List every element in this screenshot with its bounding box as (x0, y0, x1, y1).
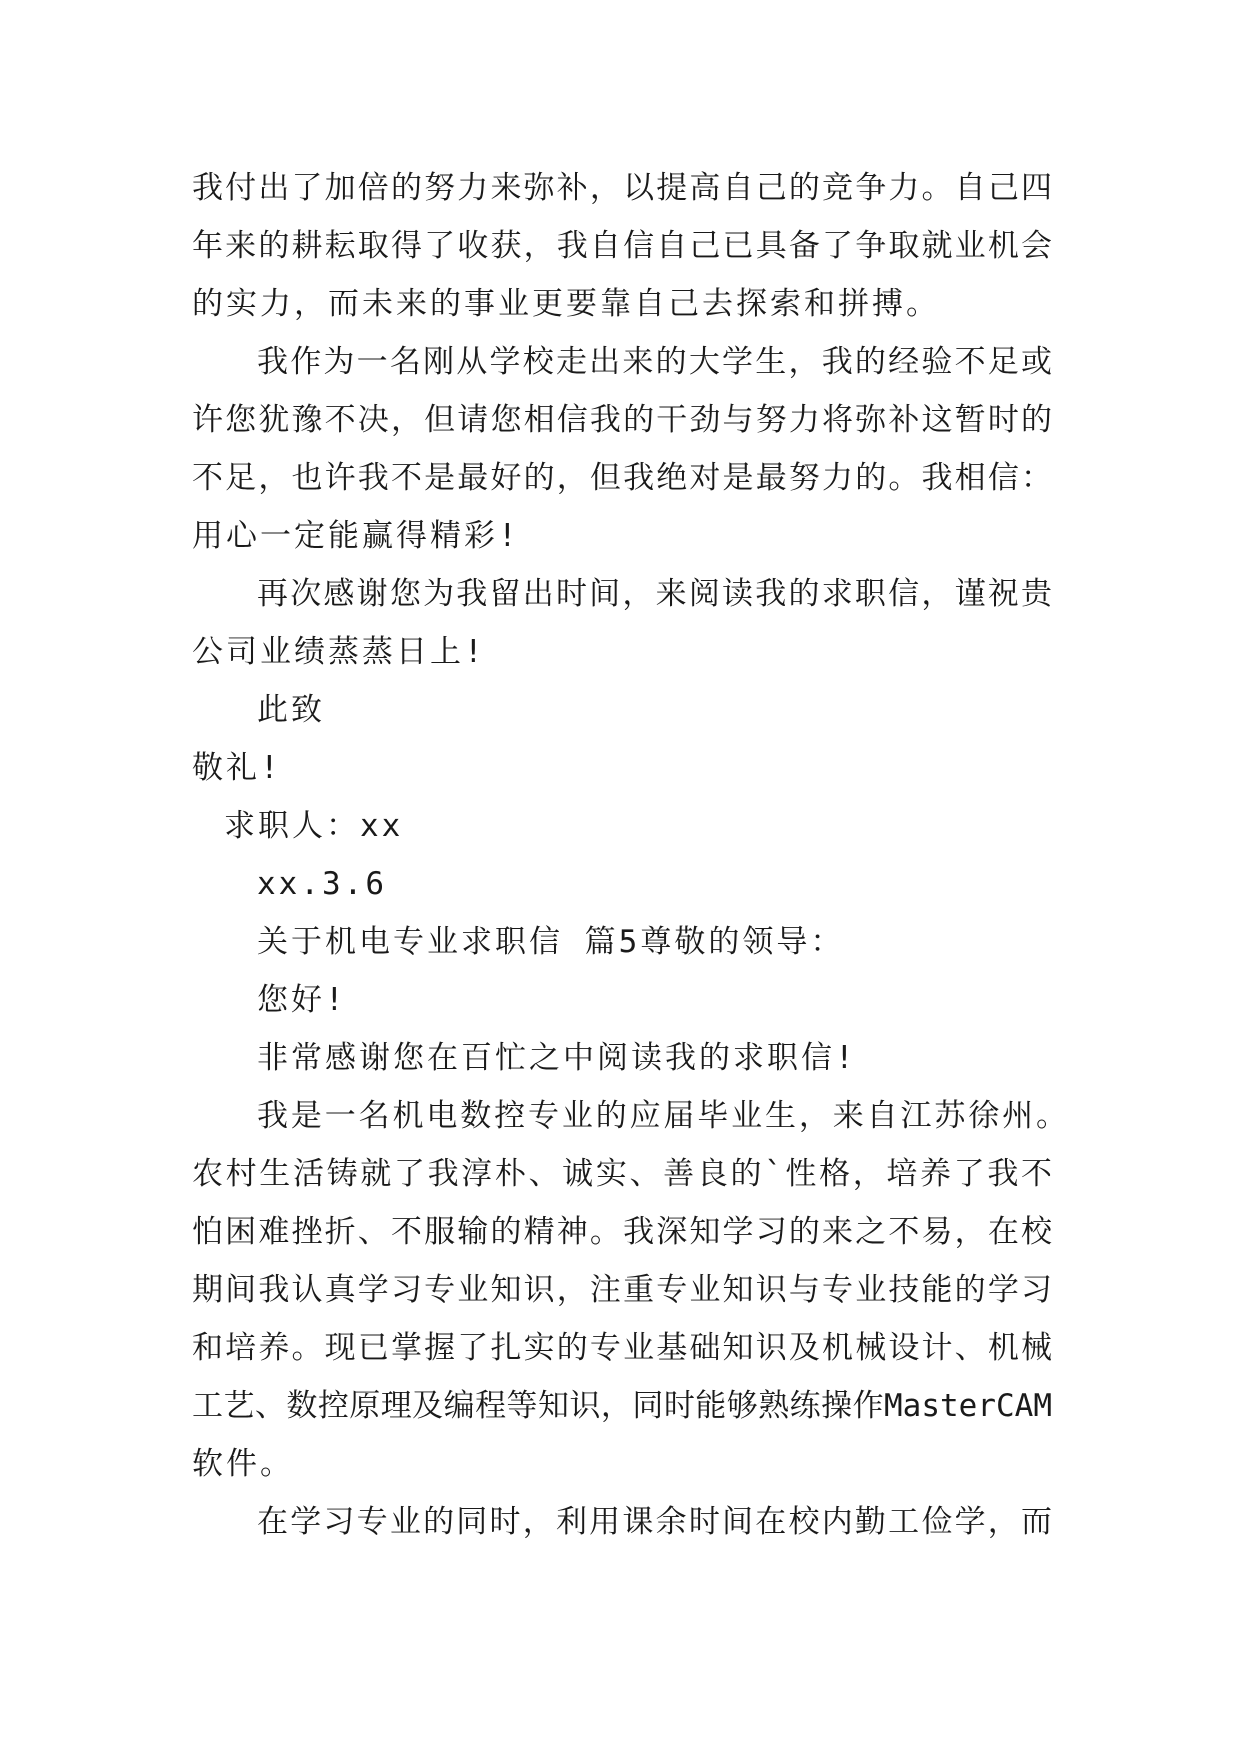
salutation-line: 此致 (257, 692, 325, 728)
signature-line: 求职人：xx (224, 808, 404, 844)
text-line: 我作为一名刚从学校走出来的大学生，我的经验不足或 (257, 344, 1052, 380)
text-line: 我是一名机电数控专业的应届毕业生，来自江苏徐州。 (257, 1098, 1067, 1134)
salutation-line: 敬礼! (192, 750, 282, 786)
text-line: 怕困难挫折、不服输的精神。我深知学习的来之不易，在校 (192, 1214, 1052, 1250)
text-line: 在学习专业的同时，利用课余时间在校内勤工俭学，而 (257, 1504, 1052, 1540)
text-line: 的实力，而未来的事业更要靠自己去探索和拼搏。 (192, 286, 940, 322)
text-line: 年来的耕耘取得了收获，我自信自己已具备了争取就业机会 (192, 228, 1052, 264)
text-line: 再次感谢您为我留出时间，来阅读我的求职信，谨祝贵 (257, 576, 1052, 612)
text-line: 公司业绩蒸蒸日上! (192, 634, 486, 670)
text-line: 不足，也许我不是最好的，但我绝对是最努力的。我相信： (192, 460, 1052, 496)
section-heading: 关于机电专业求职信 篇5尊敬的领导： (257, 924, 845, 960)
text-line: 工艺、数控原理及编程等知识，同时能够熟练操作MasterCAM (192, 1388, 1052, 1424)
date-line: xx.3.6 (257, 866, 387, 902)
greeting-line: 您好! (257, 982, 347, 1018)
text-line: 我付出了加倍的努力来弥补，以提高自己的竞争力。自己四 (192, 170, 1052, 206)
text-line: 农村生活铸就了我淳朴、诚实、善良的`性格，培养了我不 (192, 1156, 1052, 1192)
text-line: 期间我认真学习专业知识，注重专业知识与专业技能的学习 (192, 1272, 1052, 1308)
text-line: 非常感谢您在百忙之中阅读我的求职信! (257, 1040, 857, 1076)
text-line: 用心一定能赢得精彩! (192, 518, 520, 554)
text-line: 和培养。现已掌握了扎实的专业基础知识及机械设计、机械 (192, 1330, 1052, 1366)
text-line: 许您犹豫不决，但请您相信我的干劲与努力将弥补这暂时的 (192, 402, 1052, 438)
text-line: 软件。 (192, 1446, 294, 1482)
